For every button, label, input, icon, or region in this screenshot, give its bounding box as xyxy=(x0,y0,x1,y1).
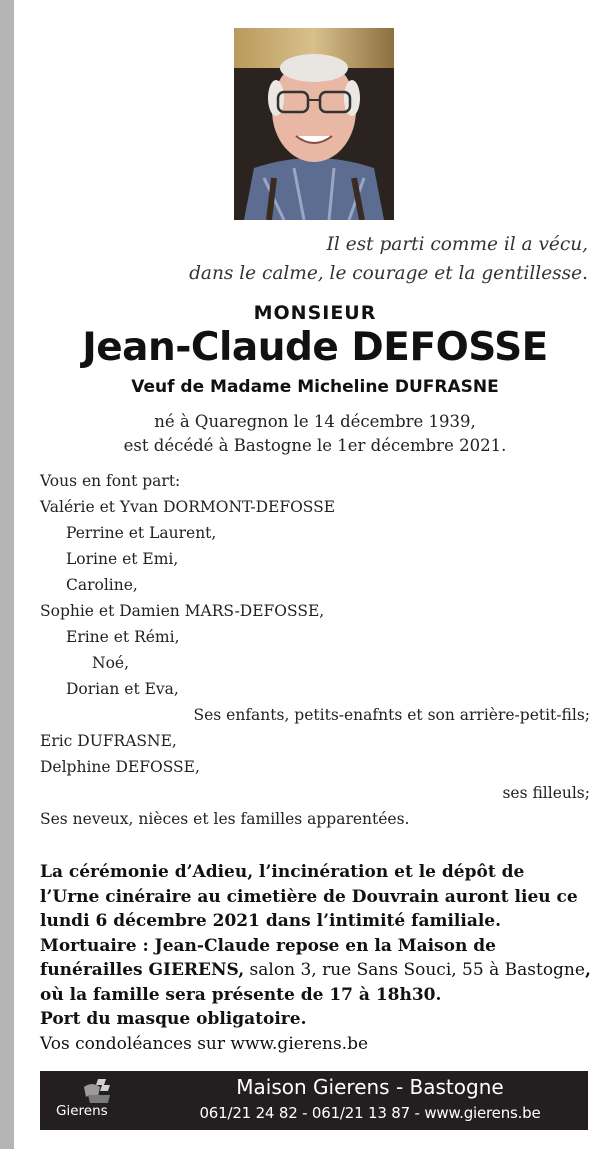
family-line: Dorian et Eva, xyxy=(66,680,179,698)
family-line: Vous en font part: xyxy=(40,472,181,490)
family-line: Delphine DEFOSSE, xyxy=(40,758,200,776)
ceremony-line: La cérémonie d’Adieu, l’incinération et le dépôt de xyxy=(40,862,525,882)
birth-line: né à Quaregnon le 14 décembre 1939, xyxy=(154,412,476,431)
banner-title: Maison Gierens - Bastogne xyxy=(236,1075,504,1099)
family-line: ses filleuls; xyxy=(502,784,590,802)
epitaph-quote xyxy=(168,230,588,288)
gierens-logo xyxy=(54,1077,134,1127)
death-line: est décédé à Bastogne le 1er décembre 2021. xyxy=(123,436,507,455)
family-line: Valérie et Yvan DORMONT-DEFOSSE xyxy=(40,498,336,516)
family-line: Sophie et Damien MARS-DEFOSSE, xyxy=(40,602,325,620)
family-line: Lorine et Emi, xyxy=(66,550,179,568)
ceremony-line: où la famille sera présente de 17 à 18h30. xyxy=(40,984,442,1005)
ceremony-line: l’Urne cinéraire au cimetière de Douvrain auront lieu ce xyxy=(40,886,578,907)
ceremony-line: Mortuaire : Jean-Claude repose en la Maison de xyxy=(40,935,496,956)
family-line: Eric DUFRASNE, xyxy=(40,732,177,750)
family-list xyxy=(40,468,590,832)
ceremony-info xyxy=(40,860,600,1056)
deceased-name: Jean-Claude DEFOSSE xyxy=(82,325,548,370)
family-line: Noé, xyxy=(92,654,129,672)
ceremony-line xyxy=(40,958,600,983)
banner-contact: 061/21 24 82 - 061/21 13 87 - www.gierens.be xyxy=(199,1104,541,1122)
family-line: Perrine et Laurent, xyxy=(66,524,217,542)
quote-line-2: dans le calme, le courage et la gentillesse. xyxy=(189,263,588,284)
funeral-home-banner xyxy=(40,1071,588,1130)
logo-text: Gierens xyxy=(56,1103,108,1119)
family-line: Caroline, xyxy=(66,576,138,594)
portrait-photo xyxy=(234,28,394,220)
widow-of: Veuf de Madame Micheline DUFRASNE xyxy=(131,377,499,397)
birth-death-info xyxy=(0,410,616,458)
funeral-home-address: salon 3, rue Sans Souci, 55 à Bastogne xyxy=(244,960,585,980)
ceremony-line: lundi 6 décembre 2021 dans l’intimité familiale. xyxy=(40,911,502,931)
family-line: Erine et Rémi, xyxy=(66,628,180,646)
funeral-home-name: funérailles GIERENS, xyxy=(40,960,245,980)
family-line: Ses neveux, nièces et les familles apparentées. xyxy=(40,810,410,828)
quote-line-1: Il est parti comme il a vécu, xyxy=(326,234,588,255)
condolences-line: Vos condoléances sur www.gierens.be xyxy=(40,1033,369,1054)
comma: , xyxy=(584,960,591,980)
honorific: MONSIEUR xyxy=(253,302,377,324)
ceremony-line: Port du masque obligatoire. xyxy=(40,1009,307,1029)
family-line: Ses enfants, petits-enafnts et son arrière-petit-fils; xyxy=(193,706,590,724)
left-margin-bar xyxy=(0,0,14,1149)
